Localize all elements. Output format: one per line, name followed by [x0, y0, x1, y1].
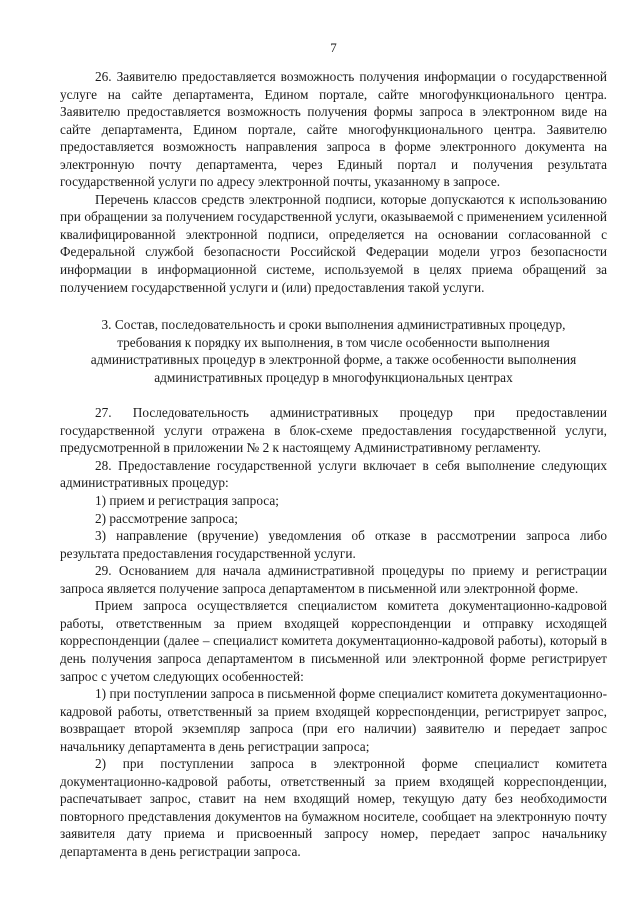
paragraph-28: 28. Предоставление государственной услуги включает в себя выполнение следующих административных процедур: [60, 457, 607, 491]
paragraph-29: 29. Основанием для начала административной процедуры по приему и регистрации запроса является получение запроса департаментом в письменной или электронной форме. [60, 563, 607, 596]
paragraph-26: 26. Заявителю предоставляется возможность получения информации о государственной услуге на сайте департамента, Едином портале, сайте многофункционального центра. Заявителю предоставляется возможность получения формы запроса в электронном виде на сайте департамента, Едином портале, сайте многофункционального центра. Заявителю предоставляется возможность направления запроса в форме электронного документа на электронную почту департамента, через Единый портал и получения результата государственной услуги по адресу электронной почты, указанному в запросе. [60, 69, 607, 190]
paragraph-29-item-1: 1) при поступлении запроса в письменной форме специалист комитета документационно-кадровой работы, ответственный за прием входящей корреспонденции, регистрирует запрос, возвращает второй экземпляр запроса (при его наличии) заявителю и передает запрос начальнику департамента в день регистрации запроса; [60, 686, 607, 754]
paragraph-29-item-2: 2) при поступлении запроса в электронной форме специалист комитета документационно-кадровой работы, ответственный за прием входящей корреспонденции, распечатывает запрос, ставит на нем входящий номер, текущую дату без необходимости повторного представления документов на бумажном носителе, сообщает на электронную почту заявителя дату приема и присвоенный запросу номер, передает запрос начальнику департамента в день регистрации запроса. [60, 756, 607, 859]
paragraph-28-item-1: 1) прием и регистрация запроса; [95, 493, 279, 509]
paragraph-27: 27. Последовательность административных процедур при предоставлении государственной услуги отражена в блок-схеме предоставления государственной услуги, предусмотренной в приложении № 2 к настоящему Административному регламенту. [60, 405, 607, 456]
paragraph-26-signature-classes: Перечень классов средств электронной подписи, которые допускаются к использованию при обращении за получением государственной услуги, оказываемой с применением усиленной квалифицированной электронной подписи, определяется на основании согласованной с Федеральной службой безопасности Российской Федерации модели угроз безопасности информации в информационной системе, используемой в целях приема обращений за получением государственной услуги и (или) предоставления такой услуги. [60, 191, 607, 295]
paragraph-28-item-2: 2) рассмотрение запроса; [95, 510, 239, 526]
section-3-heading: 3. Состав, последовательность и сроки выполнения административных процедур, требования к порядку их выполнения, в том числе особенности выполнения административных процедур в электронной форме, а также особенности выполнения административных процедур в многофункциональных центрах [90, 317, 577, 385]
paragraph-29-reception: Прием запроса осуществляется специалистом комитета документационно-кадровой работы, ответственным за прием входящей корреспонденции и отправку исходящей корреспонденции (далее – специалист комитета документационно-кадровой работы), который в день получения запроса департаментом в письменной или электронной форме регистрирует запрос с учетом следующих особенностей: [60, 598, 607, 684]
page-number: 7 [330, 40, 337, 55]
paragraph-28-item-3: 3) направление (вручение) уведомления об отказе в рассмотрении запроса либо результата предоставления государственной услуги. [60, 528, 607, 561]
